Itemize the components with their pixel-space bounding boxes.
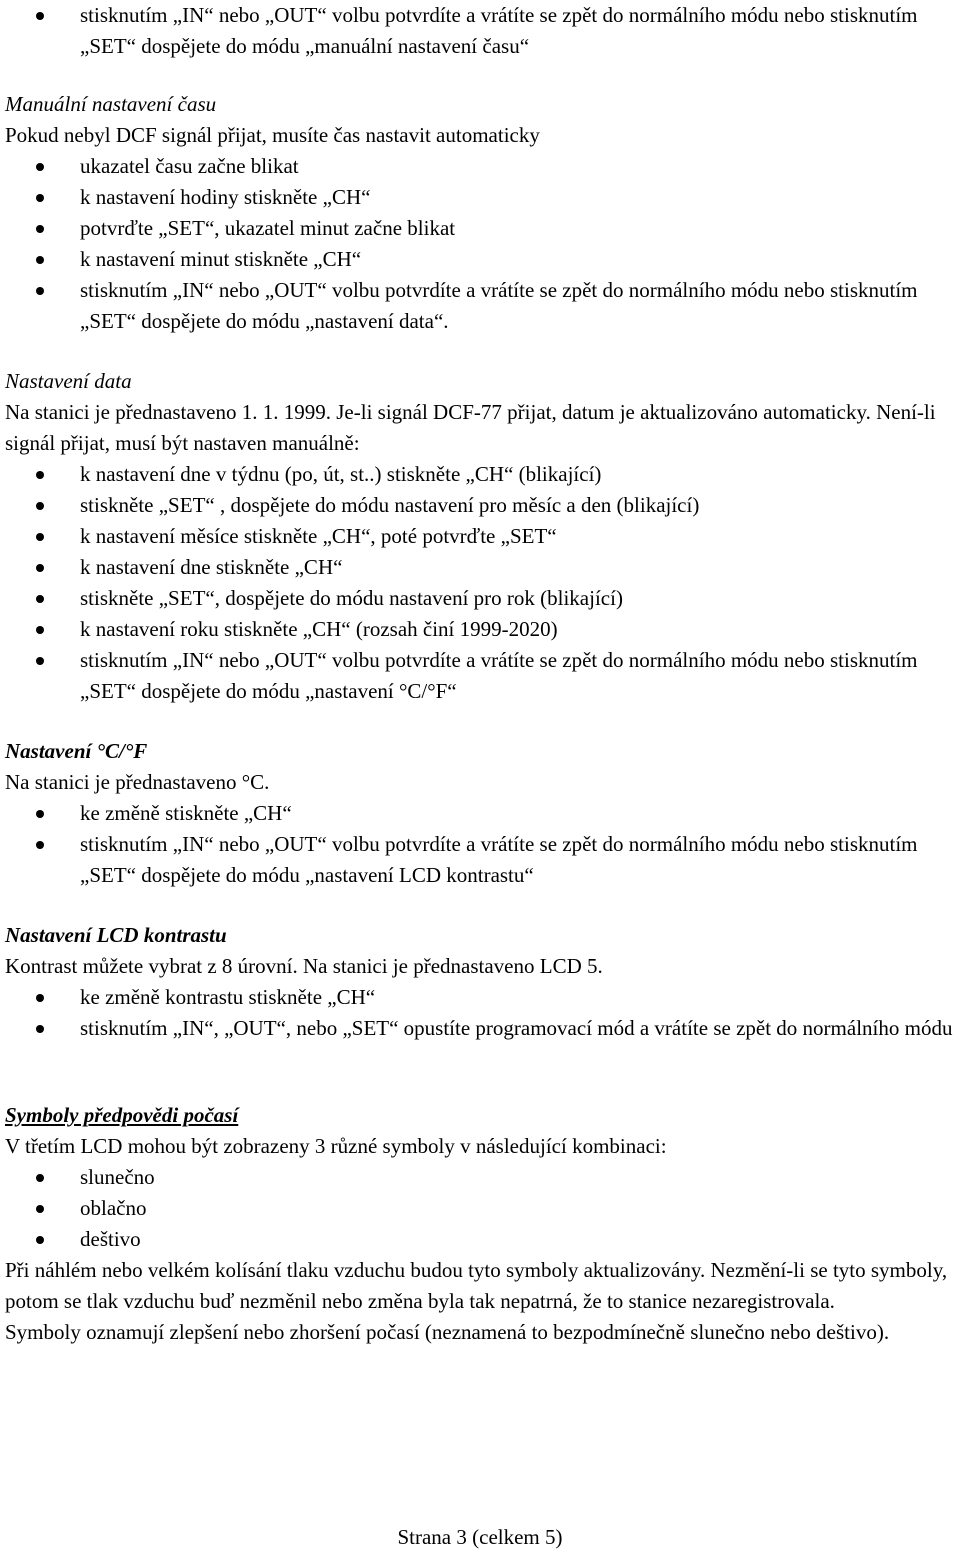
lcd-list xyxy=(5,982,955,1044)
section-heading-date: Nastavení data xyxy=(5,369,132,393)
list-item: stisknutím „IN“ nebo „OUT“ volbu potvrdíte a vrátíte se zpět do normálního módu nebo stisknutím „SET“ dospějete do módu „nastavení LCD kontrastu“ xyxy=(5,829,955,891)
bullet-icon xyxy=(36,626,44,634)
temp-unit-list xyxy=(5,798,955,891)
list-item: stiskněte „SET“ , dospějete do módu nastavení pro měsíc a den (blikající) xyxy=(5,490,955,521)
section-intro: Na stanici je přednastaveno 1. 1. 1999. Je-li signál DCF-77 přijat, datum je aktualizováno automaticky. Není-li signál přijat, musí být nastaven manuálně: xyxy=(5,400,936,455)
bullet-icon xyxy=(36,564,44,572)
list-item: ke změně kontrastu stiskněte „CH“ xyxy=(5,982,955,1013)
bullet-icon xyxy=(36,1025,44,1033)
top-list xyxy=(5,0,955,62)
page-footer: Strana 3 (celkem 5) xyxy=(397,1525,563,1549)
section-intro: Pokud nebyl DCF signál přijat, musíte čas nastavit automaticky xyxy=(5,123,540,147)
paragraph: Symboly oznamují zlepšení nebo zhoršení počasí (neznamená to bezpodmínečně slunečno nebo deštivo). xyxy=(5,1320,890,1344)
date-list xyxy=(5,459,955,707)
forecast-list xyxy=(5,1162,955,1255)
section-heading-lcd: Nastavení LCD kontrastu xyxy=(5,923,227,947)
bullet-icon xyxy=(36,810,44,818)
document-page xyxy=(5,0,955,1348)
bullet-icon xyxy=(36,287,44,295)
section-intro: Na stanici je přednastaveno °C. xyxy=(5,770,270,794)
list-item: k nastavení dne stiskněte „CH“ xyxy=(5,552,955,583)
bullet-icon xyxy=(36,533,44,541)
list-item: potvrďte „SET“, ukazatel minut začne blikat xyxy=(5,213,955,244)
section-intro: Kontrast můžete vybrat z 8 úrovní. Na stanici je přednastaveno LCD 5. xyxy=(5,954,603,978)
list-item: k nastavení dne v týdnu (po, út, st..) stiskněte „CH“ (blikající) xyxy=(5,459,955,490)
bullet-icon xyxy=(36,12,44,20)
paragraph: Při náhlém nebo velkém kolísání tlaku vzduchu budou tyto symboly aktualizovány. Nezmění-li se tyto symboly, potom se tlak vzduchu buď nezměnil nebo změna byla tak nepatrná, že to stanice nezaregistrovala. xyxy=(5,1258,948,1313)
section-heading-manual-time: Manuální nastavení času xyxy=(5,92,217,116)
list-item: stisknutím „IN“ nebo „OUT“ volbu potvrdíte a vrátíte se zpět do normálního módu nebo stisknutím „SET“ dospějete do módu „nastavení °C/°F“ xyxy=(5,645,955,707)
bullet-icon xyxy=(36,1236,44,1244)
bullet-icon xyxy=(36,595,44,603)
list-item: k nastavení měsíce stiskněte „CH“, poté potvrďte „SET“ xyxy=(5,521,955,552)
bullet-icon xyxy=(36,841,44,849)
manual-time-list xyxy=(5,151,955,337)
bullet-icon xyxy=(36,657,44,665)
bullet-icon xyxy=(36,502,44,510)
bullet-icon xyxy=(36,163,44,171)
list-item: ke změně stiskněte „CH“ xyxy=(5,798,955,829)
list-item: k nastavení minut stiskněte „CH“ xyxy=(5,244,955,275)
bullet-icon xyxy=(36,225,44,233)
list-item: stiskněte „SET“, dospějete do módu nastavení pro rok (blikající) xyxy=(5,583,955,614)
list-item: k nastavení hodiny stiskněte „CH“ xyxy=(5,182,955,213)
list-item: stisknutím „IN“ nebo „OUT“ volbu potvrdíte a vrátíte se zpět do normálního módu nebo stisknutím „SET“ dospějete do módu „nastavení data“. xyxy=(5,275,955,337)
list-item: stisknutím „IN“ nebo „OUT“ volbu potvrdíte a vrátíte se zpět do normálního módu nebo stisknutím „SET“ dospějete do módu „manuální nastavení času“ xyxy=(5,0,955,62)
bullet-icon xyxy=(36,1174,44,1182)
list-item: ukazatel času začne blikat xyxy=(5,151,955,182)
list-item: oblačno xyxy=(5,1193,955,1224)
section-heading-temp-unit: Nastavení °C/°F xyxy=(5,739,148,763)
bullet-icon xyxy=(36,256,44,264)
list-item: slunečno xyxy=(5,1162,955,1193)
bullet-icon xyxy=(36,1205,44,1213)
list-item: deštivo xyxy=(5,1224,955,1255)
list-item: k nastavení roku stiskněte „CH“ (rozsah činí 1999-2020) xyxy=(5,614,955,645)
section-heading-forecast: Symboly předpovědi počasí xyxy=(5,1103,239,1127)
list-item: stisknutím „IN“, „OUT“, nebo „SET“ opustíte programovací mód a vrátíte se zpět do normálního módu xyxy=(5,1013,955,1044)
bullet-icon xyxy=(36,194,44,202)
bullet-icon xyxy=(36,471,44,479)
section-intro: V třetím LCD mohou být zobrazeny 3 různé symboly v následující kombinaci: xyxy=(5,1134,667,1158)
bullet-icon xyxy=(36,994,44,1002)
